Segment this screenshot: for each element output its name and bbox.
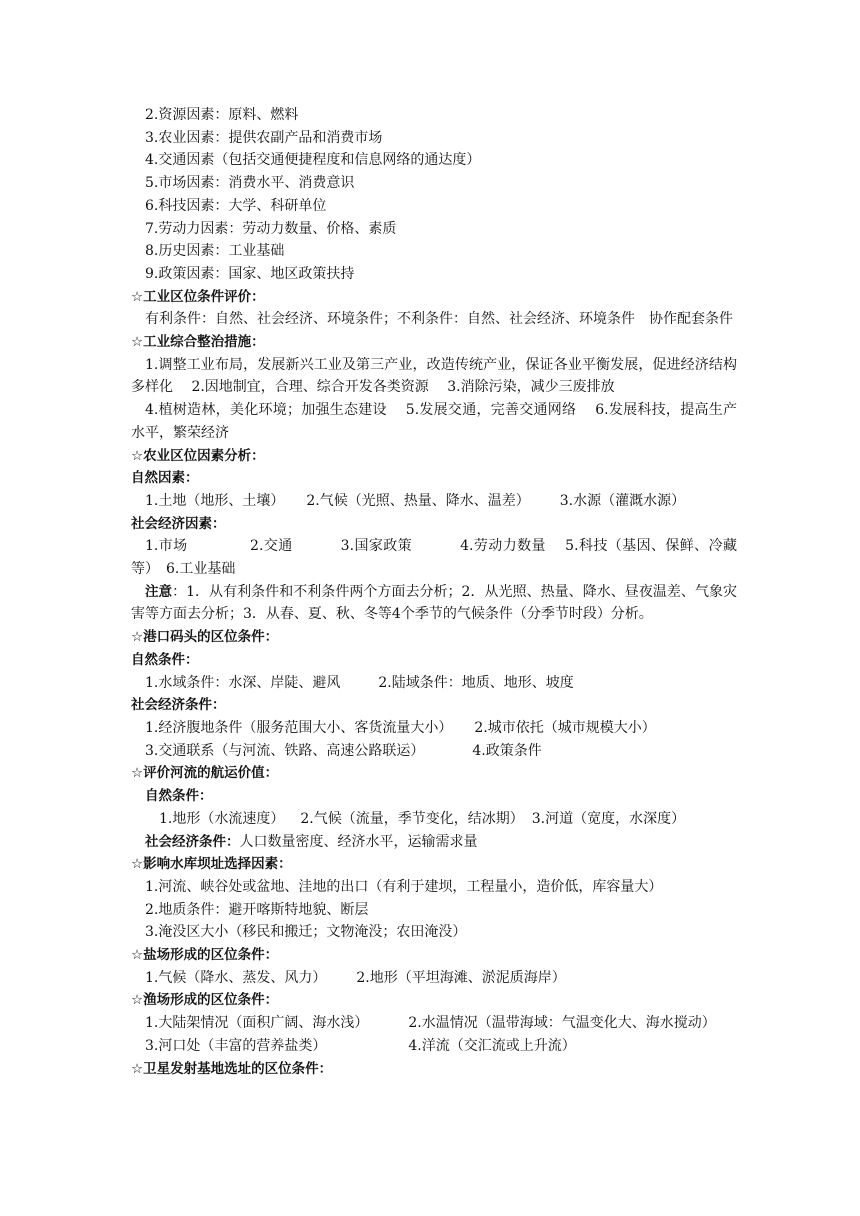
port-hinterland: 1.经济腹地条件（服务范围大小、客货流量大小）	[145, 719, 453, 736]
heading-industry-evaluation: ☆工业区位条件评价：	[131, 288, 265, 305]
agri-social-label: 社会经济因素：	[131, 515, 226, 532]
agri-natural-land: 1.土地（地形、土壤）	[145, 492, 285, 509]
agri-natural-row	[131, 490, 737, 513]
river-social-text: 人口数量密度、经济水平，运输需求量	[239, 833, 478, 850]
factor-labor: 7.劳动力因素：劳动力数量、价格、素质	[145, 220, 397, 237]
factor-resource: 2.资源因素：原料、燃料	[145, 107, 299, 123]
river-natural-label: 自然条件：	[145, 788, 213, 805]
port-transport-links: 3.交通联系（与河流、铁路、高速公路联运）	[145, 742, 425, 759]
salt-row	[131, 967, 737, 990]
factor-transport: 4.交通因素（包括交通便捷程度和信息网络的通达度）	[145, 152, 481, 169]
salt-climate: 1.气候（降水、蒸发、风力）	[145, 969, 327, 986]
port-policy: 4.政策条件	[472, 742, 542, 759]
agri-natural-climate: 2.气候（光照、热量、降水、温差）	[306, 492, 530, 509]
river-terrain: 1.地形（水流速度）	[159, 810, 285, 827]
heading-agriculture-factors: ☆农业区位因素分析：	[131, 447, 265, 464]
agri-note-text: ：1．从有利条件和不利条件两个方面去分析；2．从光照、热量、降水、昼夜温差、气象灾害等方面去分析；3．从春、夏、秋、冬等4个季节的气候条件（分季节时段）分析。	[131, 583, 738, 623]
reservoir-item-2: 2.地质条件：避开喀斯特地貌、断层	[145, 901, 369, 918]
river-channel: 3.河道（宽度，水深度）	[531, 810, 686, 827]
factor-policy: 9.政策因素：国家、地区政策扶持	[145, 265, 355, 282]
salt-terrain: 2.地形（平坦海滩、淤泥质海岸）	[356, 969, 566, 986]
port-natural-label: 自然条件：	[131, 651, 199, 668]
port-social-row1	[131, 717, 737, 740]
reservoir-item-1: 1.河流、峡谷处或盆地、洼地的出口（有利于建坝，工程量小，造价低，库容量大）	[145, 878, 663, 895]
heading-salt-field: ☆盐场形成的区位条件：	[131, 947, 279, 964]
port-natural-row	[131, 672, 737, 695]
port-water-area: 1.水域条件：水深、岸陡、避风	[145, 674, 341, 691]
port-city-support: 2.城市依托（城市规模大小）	[474, 719, 656, 736]
heading-satellite-base: ☆卫星发射基地选址的区位条件：	[131, 1060, 333, 1077]
factor-technology: 6.科技因素：大学、科研单位	[145, 197, 327, 214]
agri-natural-water: 3.水源（灌溉水源）	[559, 492, 686, 509]
document-body	[131, 104, 737, 1080]
factor-agriculture: 3.农业因素：提供农副产品和消费市场	[145, 129, 383, 146]
industry-measures-p1: 1.调整工业布局，发展新兴工业及第三产业，改造传统产业，保证各业平衡发展，促进经济结构多样化 2.因地制宜，合理、综合开发各类资源 3.消除污染，减少三废排放	[131, 356, 737, 396]
river-social-label: 社会经济条件：	[145, 833, 240, 850]
fishery-current: 4.洋流（交汇流或上升流）	[408, 1037, 576, 1054]
heading-port-conditions: ☆港口码头的区位条件：	[131, 629, 279, 646]
heading-river-navigation: ☆评价河流的航运价值：	[131, 765, 279, 782]
river-climate: 2.气候（流量，季节变化，结冰期）	[300, 810, 524, 827]
heading-reservoir-site: ☆影响水库坝址选择因素：	[131, 856, 292, 873]
reservoir-item-3: 3.淹没区大小（移民和搬迁；文物淹没；农田淹没）	[145, 924, 467, 941]
heading-industry-measures: ☆工业综合整治措施：	[131, 334, 265, 351]
factor-history: 8.历史因素：工业基础	[145, 243, 285, 260]
river-natural-row	[131, 808, 737, 831]
fishery-row1	[131, 1012, 737, 1035]
agri-note-label: 注意	[145, 583, 173, 600]
heading-fishery: ☆渔场形成的区位条件：	[131, 992, 279, 1009]
port-social-row2	[131, 740, 737, 763]
agri-note	[131, 581, 737, 626]
fishery-water-temp: 2.水温情况（温带海域：气温变化大、海水搅动）	[408, 1015, 716, 1032]
industry-measures-p2: 4.植树造林，美化环境；加强生态建设 5.发展交通，完善交通网络 6.发展科技，提高生产水平，繁荣经济	[131, 402, 737, 441]
industry-evaluation-text: 有利条件：自然、社会经济、环境条件；不利条件：自然、社会经济、环境条件 协作配套条件	[145, 311, 733, 328]
port-social-label: 社会经济条件：	[131, 697, 226, 714]
agri-natural-label: 自然因素：	[131, 470, 199, 487]
factor-market: 5.市场因素：消费水平、消费意识	[145, 175, 355, 192]
fishery-shelf: 1.大陆架情况（面积广阔、海水浅）	[145, 1015, 369, 1032]
river-social-row	[131, 831, 737, 854]
port-land-area: 2.陆域条件：地质、地形、坡度	[378, 674, 574, 691]
agri-social-text: 1.市场 2.交通 3.国家政策 4.劳动力数量 5.科技（基因、保鲜、冷藏等） 6.工业基础	[131, 538, 737, 578]
fishery-estuary: 3.河口处（丰富的营养盐类）	[145, 1037, 327, 1054]
fishery-row2	[131, 1035, 737, 1058]
